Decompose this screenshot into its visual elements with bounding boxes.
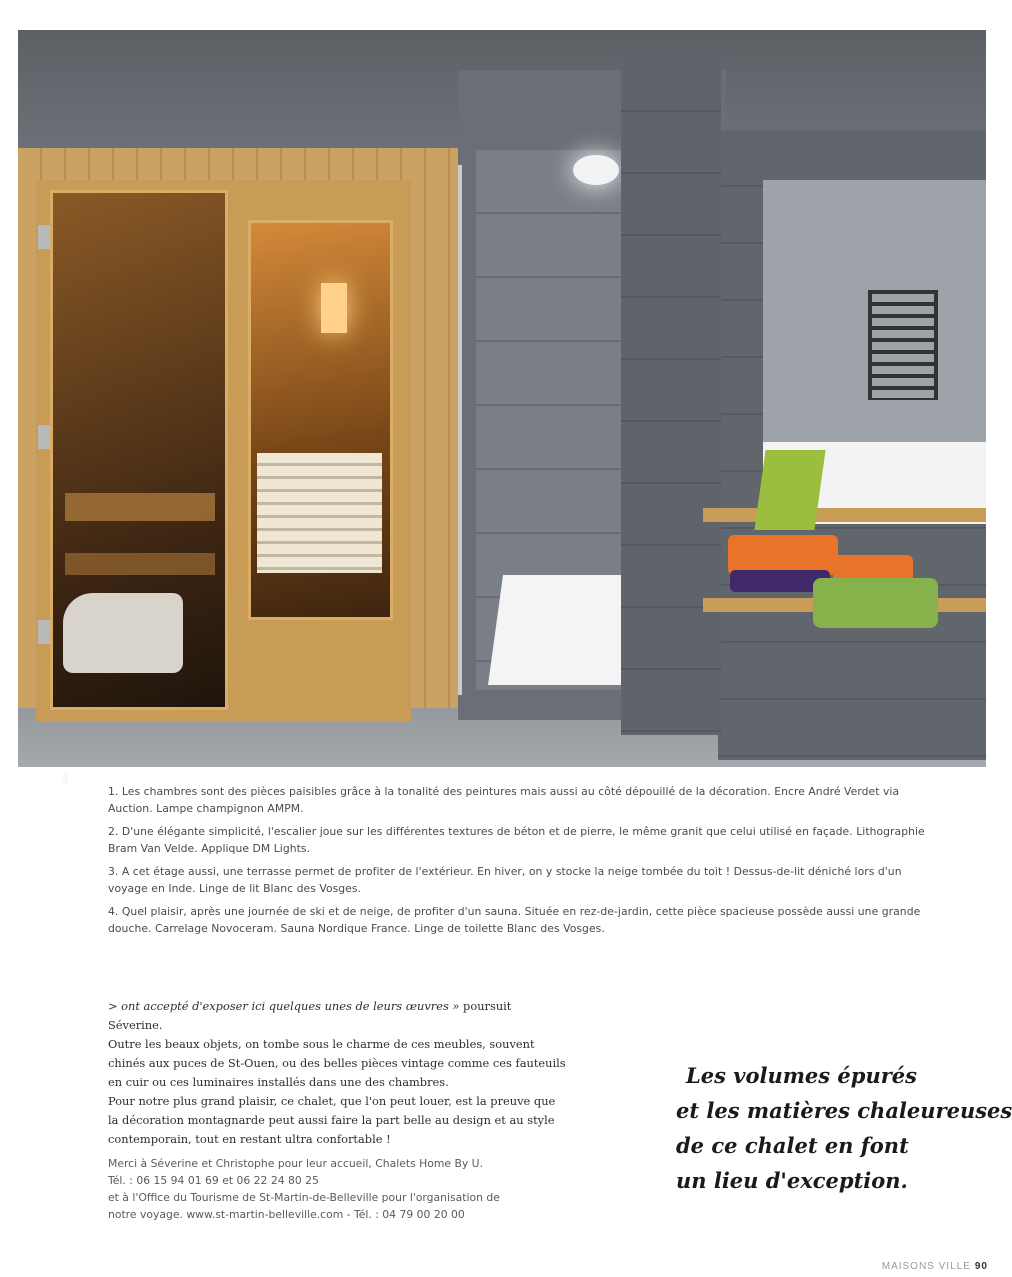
wooden-shelf-top <box>703 508 986 522</box>
sauna-bench-lower <box>65 553 215 575</box>
shower-light-icon <box>573 155 619 185</box>
sauna-window <box>248 220 393 620</box>
door-hinge-icon <box>38 225 50 249</box>
green-towel-stack <box>813 578 938 628</box>
towel-rail-icon <box>868 290 938 400</box>
captions <box>108 784 938 944</box>
caption-4: 4. Quel plaisir, après une journée de ski et de neige, de profiter d'un sauna. Située en rez-de-jardin, cette pièce spacieuse possède aussi une grande douche. Carrelage Novoceram. Sauna Nordique France. Linge de toilette Blanc des Vosges. <box>108 905 921 935</box>
shower-glass-panel <box>458 165 462 695</box>
orange-towel <box>728 535 838 575</box>
magazine-name: MAISONS VILLE <box>881 1261 971 1272</box>
bathroom-sauna-photo <box>18 30 986 787</box>
credits <box>108 1155 578 1223</box>
credits-line-3: et à l'Office du Tourisme de St-Martin-de-Belleville pour l'organisation de <box>108 1191 500 1204</box>
credits-line-2: Tél. : 06 15 94 01 69 et 06 22 24 80 25 <box>108 1174 319 1187</box>
page-number: 90 <box>974 1261 988 1272</box>
pull-quote-line-1: Les volumes épurés <box>686 1063 917 1088</box>
sauna-bench <box>65 493 215 521</box>
credits-line-4: notre voyage. www.st-martin-belleville.com - Tél. : 04 79 00 20 00 <box>108 1208 465 1221</box>
body-paragraph-1: Outre les beaux objets, on tombe sous le charme de ces meubles, souvent chinés aux puces de St-Ouen, ou des belles pièces vintage comme ces fauteuils en cuir ou ces luminaires installés dans une des chambres. <box>108 1037 566 1089</box>
shower-tray <box>488 575 638 685</box>
door-hinge-icon <box>38 425 50 449</box>
pull-quote-line-2: et les matières chaleureuses <box>676 1098 1012 1123</box>
credits-line-1: Merci à Séverine et Christophe pour leur accueil, Chalets Home By U. <box>108 1157 484 1170</box>
pull-quote-line-3: de ce chalet en font <box>676 1133 909 1158</box>
page-folio <box>882 1261 988 1272</box>
photo-number: 4 <box>61 772 70 787</box>
door-hinge-icon <box>38 620 50 644</box>
sauna-glass-door <box>50 190 228 710</box>
pull-quote-line-4: un lieu d'exception. <box>676 1168 908 1193</box>
caption-3: 3. A cet étage aussi, une terrasse permet de profiter de l'extérieur. En hiver, on y stocke la neige tombée du toit ! Dessus-de-lit déniché lors d'un voyage en Inde. Linge de lit Blanc des Vosges. <box>108 865 902 895</box>
body-lead <box>108 997 568 1035</box>
green-towel-hanging <box>754 450 825 530</box>
body-paragraph-2: Pour notre plus grand plaisir, ce chalet, que l'on peut louer, est la preuve que la décoration montagnarde peut aussi faire la part belle au design et au style contemporain, tout en restant ultra confortable ! <box>108 1094 556 1146</box>
caption-2: 2. D'une élégante simplicité, l'escalier joue sur les différentes textures de béton et de pierre, le même granit que celui utilisé en façade. Lithographie Bram Van Velde. Applique DM Lights. <box>108 825 925 855</box>
sauna-slats <box>257 453 382 573</box>
tiled-pillar <box>621 50 721 735</box>
body-lead-italic: > ont accepté d'exposer ici quelques unes de leurs œuvres » <box>108 999 460 1013</box>
caption-1: 1. Les chambres sont des pièces paisibles grâce à la tonalité des peintures mais aussi au côté dépouillé de la décoration. Encre André Verdet via Auction. Lampe champignon AMPM. <box>108 785 900 815</box>
pull-quote <box>676 1058 1012 1198</box>
body-lead-rest: poursuit Séverine. <box>108 999 512 1032</box>
article-body <box>108 997 568 1149</box>
sauna-lamp <box>321 283 347 333</box>
sauna-towels <box>63 593 183 673</box>
